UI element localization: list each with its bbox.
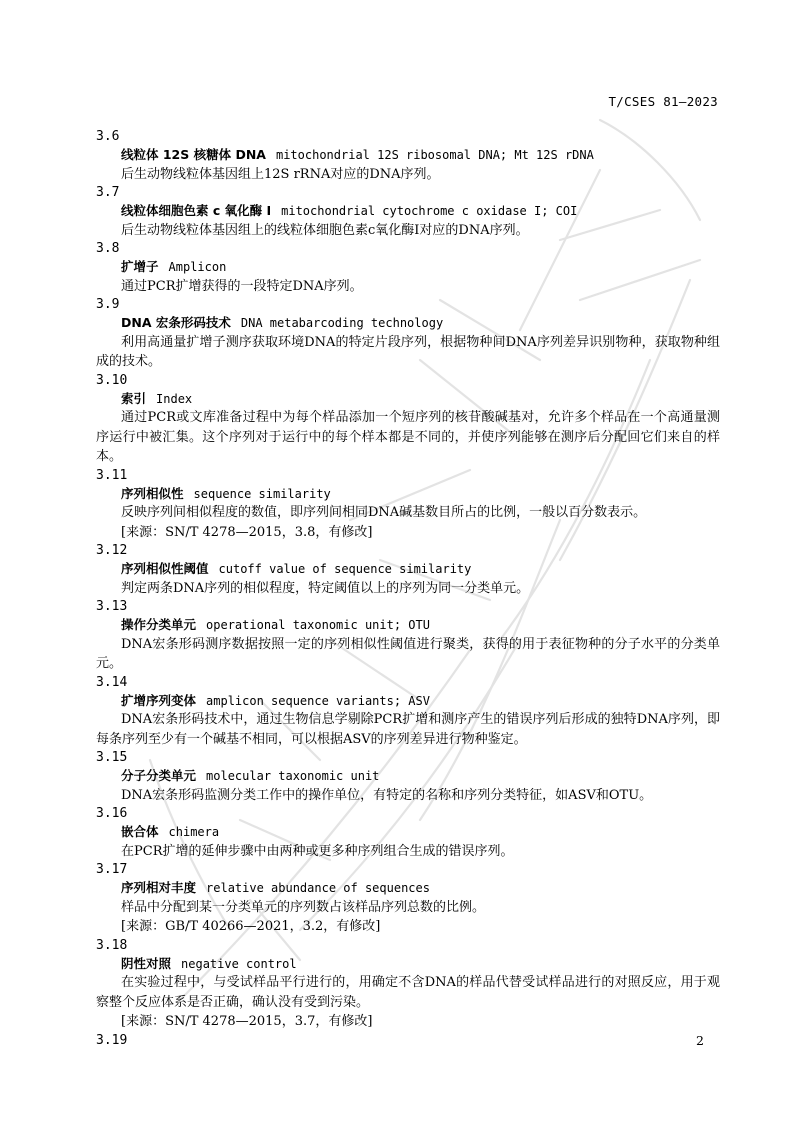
term-chinese: 线粒体细胞色素 c 氧化酶 I [121,203,272,218]
term-english: mitochondrial 12S ribosomal DNA; Mt 12S rDNA [275,148,594,162]
term-english: cutoff value of sequence similarity [218,562,472,576]
term-definition: 通过PCR扩增获得的一段特定DNA序列。 [121,278,363,294]
term-number: 3.13 [96,599,128,614]
term-chinese: 阴性对照 [121,955,172,971]
term-heading [96,560,720,579]
term-chinese: 序列相似性阈值 [121,561,209,576]
term-entry [96,749,720,805]
term-entry [96,542,720,598]
term-english: operational taxonomic unit; OTU [206,618,430,632]
standard-code: T/CSES 81—2023 [608,94,718,109]
term-number: 3.18 [96,937,128,953]
term-chinese: 序列相似性 [121,485,184,501]
term-source: [来源：SN/T 4278—2015，3.8，有修改] [121,524,373,540]
term-number: 3.7 [96,185,120,200]
term-number: 3.15 [96,750,128,765]
term-chinese: 序列相对丰度 [121,880,197,895]
term-english: relative abundance of sequences [206,881,430,895]
term-number: 3.6 [96,129,120,144]
term-heading [96,879,720,898]
term-definition: 通过PCR或文库准备过程中为每个样品添加一个短序列的核苷酸碱基对，允许多个样品在一个高通量测序运行中被汇集。这个序列对于运行中的每个样本都是不同的，并使序列能够在测序后分配回它们来自的样本。 [96,410,720,464]
term-heading [96,616,720,635]
term-english: sequence similarity [193,486,331,501]
term-entry [96,240,720,296]
term-entry [96,674,720,750]
term-source: [来源：GB/T 40266—2021，3.2，有修改] [121,919,381,934]
term-definition: 利用高通量扩增子测序获取环境DNA的特定片段序列，根据物种间DNA序列差异识别物种，获取物种组成的技术。 [96,334,720,369]
term-heading [96,955,720,974]
term-heading [96,692,720,711]
term-entry [96,467,720,543]
term-number: 3.11 [96,467,128,483]
term-definition: 样品中分配到某一分类单元的序列数占该样品序列总数的比例。 [121,899,486,915]
term-number: 3.8 [96,241,120,256]
term-entry [96,598,720,674]
term-definition: DNA宏条形码技术中，通过生物信息学剔除PCR扩增和测序产生的错误序列后形成的独特DNA序列，即每条序列至少有一个碱基不相同，可以根据ASV的序列差异进行物种鉴定。 [96,712,720,747]
term-number: 3.9 [96,297,120,312]
term-definition: 在实验过程中，与受试样品平行进行的，用确定不含DNA的样品代替受试样品进行的对照反应，用于观察整个反应体系是否正确，确认没有受到污染。 [96,975,720,1010]
term-definition: 后生动物线粒体基因组上的线粒体细胞色素c氧化酶I对应的DNA序列。 [121,222,529,238]
term-chinese: 操作分类单元 [121,617,197,632]
term-english: mitochondrial cytochrome c oxidase I; COI [281,204,578,218]
term-heading [96,485,720,504]
term-entry [96,372,720,467]
term-entry [96,296,720,372]
page-number: 2 [696,1033,704,1048]
term-number: 3.19 [96,1032,128,1048]
term-chinese: 扩增序列变体 [121,692,197,708]
term-entry [96,184,720,240]
term-entry [96,128,720,184]
term-chinese: 线粒体 12S 核糖体 DNA [121,147,266,162]
term-heading [96,146,720,165]
term-source: [来源：SN/T 4278—2015，3.7，有修改] [121,1014,373,1029]
term-entry [96,1032,720,1050]
term-chinese: DNA 宏条形码技术 [121,315,231,330]
term-english: Index [156,391,193,406]
term-chinese: 索引 [121,390,147,406]
term-english: negative control [181,956,297,971]
term-number: 3.14 [96,674,128,690]
term-definition: 判定两条DNA序列的相似程度，特定阈值以上的序列为同一分类单元。 [121,580,530,596]
term-definition: 后生动物线粒体基因组上12S rRNA对应的DNA序列。 [121,166,440,182]
term-number: 3.12 [96,543,128,558]
term-heading [96,390,720,409]
term-entry [96,937,720,1032]
term-english: molecular taxonomic unit [206,769,380,783]
term-heading [96,767,720,786]
term-heading [96,314,720,333]
term-definition: 反映序列间相似程度的数值，即序列间相同DNA碱基数目所占的比例，一般以百分数表示。 [121,505,647,520]
term-chinese: 分子分类单元 [121,768,197,783]
term-english: DNA metabarcoding technology [240,316,444,330]
term-english: amplicon sequence variants; ASV [206,693,430,708]
term-english: chimera [168,825,220,839]
term-entry [96,861,720,937]
term-heading [96,823,720,842]
term-chinese: 嵌合体 [121,824,159,839]
term-english: Amplicon [168,260,227,274]
term-definition: DNA宏条形码监测分类工作中的操作单位，有特定的名称和序列分类特征，如ASV和OTU。 [121,787,653,803]
term-entry [96,805,720,861]
term-chinese: 扩增子 [121,259,159,274]
term-number: 3.16 [96,806,128,821]
term-definition: 在PCR扩增的延伸步骤中由两种或更多种序列组合生成的错误序列。 [121,843,514,859]
term-number: 3.17 [96,862,128,877]
term-definition: DNA宏条形码测序数据按照一定的序列相似性阈值进行聚类，获得的用于表征物种的分子水平的分类单元。 [96,636,720,671]
term-heading [96,258,720,277]
term-number: 3.10 [96,372,128,388]
term-heading [96,202,720,221]
terms-list [96,128,720,1050]
